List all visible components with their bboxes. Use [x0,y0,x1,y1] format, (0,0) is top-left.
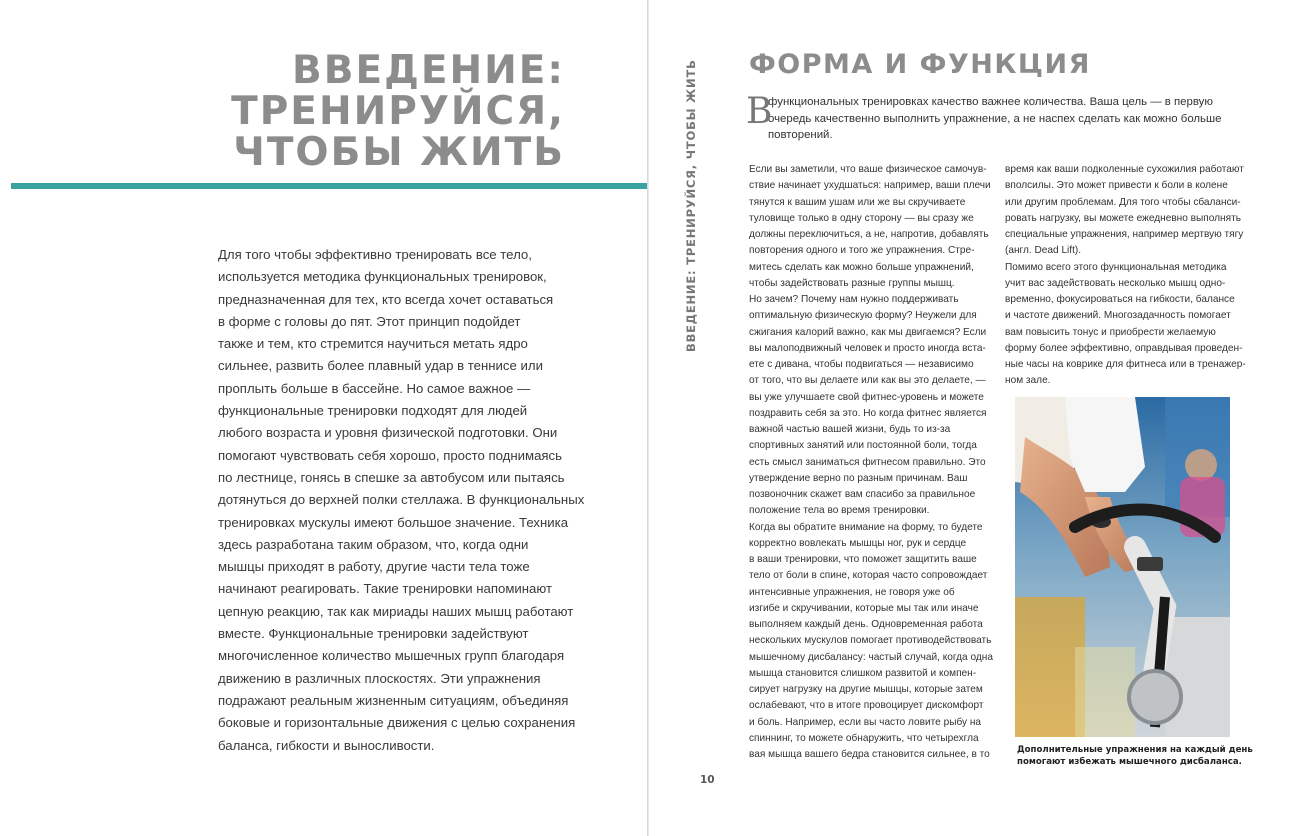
intro-line: подражают реальным жизненным ситуациям, объединяя [218,692,569,708]
body-line: повторения одного и того же упражнения. Стре- [749,245,975,257]
body-line: сирует нагрузку на другие мышцы, которые затем [749,684,983,695]
intro-line: предназначенная для тех, кто всегда хочет оставаться [218,291,554,307]
intro-line: баланса, гибкости и выносливости. [218,737,435,753]
body-line: поздравить себя за это. Но когда фитнес является [749,407,987,419]
body-line: изгибе и скручивании, которые мы так или иначе [749,602,979,614]
intro-line: дотянуться до верхней полки стеллажа. В функциональных [218,492,585,508]
body-line: утверждение верно по разным причинам. Ваш [749,472,968,484]
chapter-title-line: ЧТОБЫ ЖИТЬ [233,130,565,175]
body-line: выполняем каждый день. Одновременная работа [749,619,983,630]
section-title: ФОРМА И ФУНКЦИЯ [749,49,1091,80]
intro-line: в форме с головы до пят. Этот принцип подойдет [218,313,521,329]
body-line: специальные упражнения, например мертвую тягу [1005,229,1244,240]
lead-line: повторений. [768,129,833,142]
body-line: форму более эффективно, оправдывая проведен- [1005,342,1243,354]
body-line: время как ваши подколенные сухожилия работают [1005,164,1244,175]
body-line: должны переключиться, а не, напротив, добавлять [749,229,989,240]
chapter-title-line: ТРЕНИРУЙСЯ, [231,89,565,134]
intro-paragraph [218,244,585,757]
body-line: мышца становится слишком развитой и компен- [749,667,977,679]
body-line: положение тела во время тренировки. [749,505,930,517]
body-line: ровать нагрузку, вы можете ежедневно выполнять [1005,212,1241,224]
body-line: митесь сделать как можно больше упражнений, [749,261,974,273]
body-line: спиннинг, то можете обнаружить, что четырехгла [749,732,979,744]
drop-cap: В [746,91,773,132]
intro-line: многочисленное количество мышечных групп благодаря [218,648,565,664]
body-line: интенсивные упражнения, не говоря уже об [749,586,955,598]
intro-line: по лестнице, гонясь в спешке за автобусом или пытаясь [218,469,565,485]
caption-line: Дополнительные упражнения на каждый день [1017,745,1253,755]
caption-line: помогают избежать мышечного дисбаланса. [1017,757,1242,767]
intro-line: вместе. Функциональные тренировки задействуют [218,626,529,642]
chapter-title [231,50,565,173]
body-line: спортивных занятий или постоянной боли, тогда [749,440,977,452]
intro-line: тренировках мускулы имеют большое значение. Техника [218,514,569,530]
body-line: учит вас задействовать несколько мышц одно- [1005,277,1226,289]
intro-line: используется методика функциональных тренировок, [218,269,547,285]
body-line: сжигания калорий важно, как мы двигаемся? Если [749,326,987,338]
body-line: и боль. Например, если вы часто ловите рыбу на [749,716,982,728]
body-line: (англ. Dead Lift). [1005,245,1082,257]
body-line: туловище только в одну сторону — вы сразу же [749,212,974,224]
intro-line: начинают реагировать. Такие тренировки напоминают [218,581,553,597]
intro-line: здесь разработана таким образом, что, когда одни [218,536,529,552]
photo-illustration [1015,397,1230,737]
body-line: нескольких мускулов помогает противодействовать [749,635,992,647]
lead-paragraph [746,91,1236,144]
body-line: ном зале. [1005,375,1051,387]
body-line: Если вы заметили, что ваше физическое самочув- [749,164,987,175]
intro-line: сильнее, развить более плавный удар в теннисе или [218,358,543,374]
body-line: ете с дивана, чтобы подвигаться — независимо [749,359,974,370]
body-line: или другим проблемам. Для того чтобы сбаланси- [1005,196,1241,208]
page-number: 10 [700,774,715,786]
body-line: ослабевают, что в итоге провоцирует дискомфорт [749,700,984,712]
body-line: от того, что вы делаете или как вы это делаете, — [749,375,986,387]
body-line: вы малоподвижный человек и просто иногда вста- [749,342,986,354]
body-line: вая мышца вашего бедра становится сильнее, в то [749,749,990,760]
body-line: Помимо всего этого функциональная методика [1005,261,1227,273]
body-line: вам повысить тонус и приобрести желаемую [1005,326,1216,338]
body-column-right [1005,162,1245,390]
body-line: чтобы задействовать разные группы мышц. [749,277,955,289]
photo-caption [1017,744,1253,768]
intro-line: Для того чтобы эффективно тренировать все тело, [218,247,532,262]
intro-line: движению в различных плоскостях. Эти упражнения [218,670,541,686]
body-column-left [749,162,993,763]
body-line: корректно вовлекать мышцы ног, рук и сердце [749,537,967,549]
intro-line: любого возраста и уровня физической подготовки. Они [218,425,558,441]
body-line: Когда вы обратите внимание на форму, то будете [749,521,983,533]
body-line: вы уже улучшаете свой фитнес-уровень и можете [749,391,984,403]
body-line: Но зачем? Почему нам нужно поддерживать [749,294,959,305]
body-line: оптимальную физическую форму? Неужели для [749,310,977,322]
body-line: позвоночник скажет вам спасибо за правильное [749,489,976,500]
body-line: тело от боли в спине, которая часто сопровождает [749,570,988,582]
body-line: тянутся к вашим ушам или же вы скручиваете [749,196,966,208]
body-line: временно, фокусироваться на гибкости, балансе [1005,294,1235,305]
body-line: ные часы на коврике для фитнеса или в тренажер- [1005,359,1246,370]
chapter-divider [11,183,647,189]
body-line: в ваши тренировки, что поможет защитить ваше [749,554,977,565]
intro-line: цепную реакцию, так как мириады наших мышц работают [218,603,574,619]
intro-line: мышцы приходят в работу, другие части тела тоже [218,559,530,575]
body-line: важной частью вашей жизни, будь то из-за [749,424,951,435]
body-line: и частоте движений. Многозадачность помогает [1005,310,1231,322]
fitness-cycling-photo [1015,397,1230,737]
body-line: есть смысл заниматься фитнесом правильно. Это [749,456,986,468]
running-head-vertical: ВВЕДЕНИЕ: ТРЕНИРУЙСЯ, ЧТОБЫ ЖИТЬ [684,59,698,352]
intro-line: проплыть больше в бассейне. Но самое важное — [218,380,531,396]
intro-line: помогают чувствовать себя хорошо, просто поднимаясь [218,447,563,463]
body-line: вполсилы. Это может привести к боли в колене [1005,180,1228,192]
intro-line: боковые и горизонтальные движения с целью сохранения [218,715,576,731]
lead-line: очередь качественно выполнить упражнение, а не наспех сделать как можно больше [768,112,1222,125]
body-line: мышечному дисбалансу: частый случай, когда одна [749,651,993,663]
chapter-title-line: ВВЕДЕНИЕ: [292,48,565,93]
intro-line: функциональные тренировки подходят для людей [218,403,528,419]
lead-line: функциональных тренировках качество важнее количества. Ваша цель — в первую [768,96,1213,108]
body-line: ствие начинает ухудшаться: например, ваши плечи [749,180,991,192]
intro-line: также и тем, кто стремится научиться метать ядро [218,336,528,352]
